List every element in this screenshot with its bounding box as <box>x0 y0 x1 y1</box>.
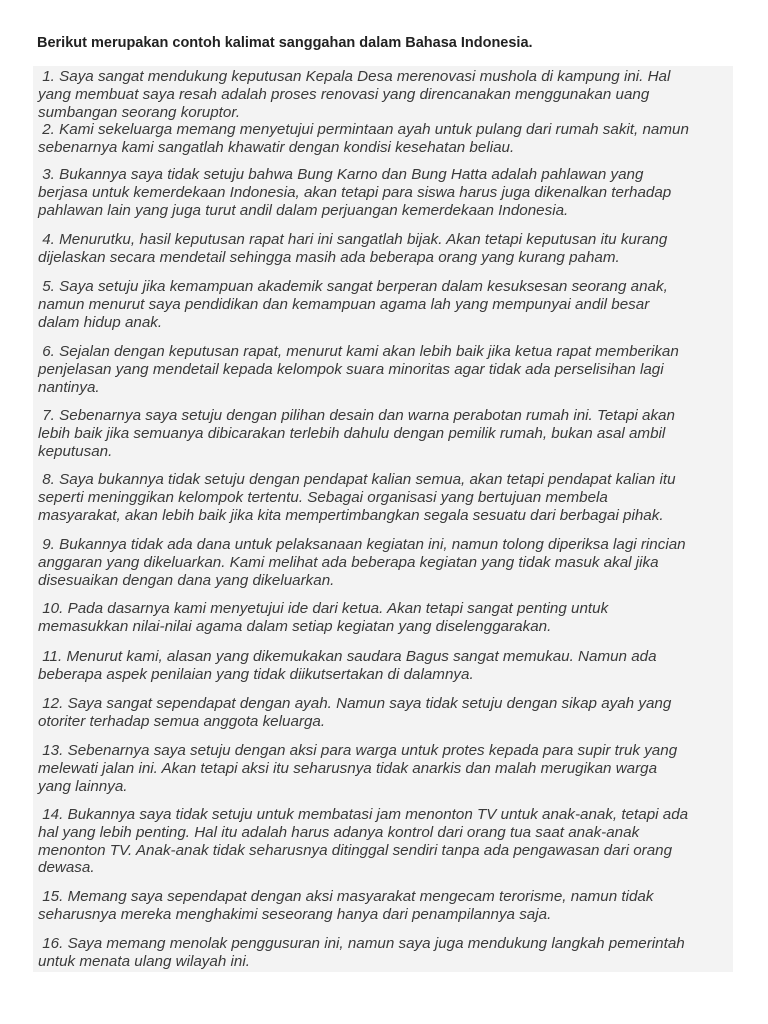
sentence-item-11: 11. Menurut kami, alasan yang dikemukakan saudara Bagus sangat memukau. Namun ada beberapa aspek penilaian yang tidak diikutsertakan di dalamnya. <box>38 648 657 683</box>
sentence-item-13: 13. Sebenarnya saya setuju dengan aksi para warga untuk protes kepada para supir truk yang melewati jalan ini. Akan tetapi aksi itu seharusnya tidak anarkis dan malah merugikan warga yang lainnya. <box>38 742 678 795</box>
sentence-item-2: 2. Kami sekeluarga memang menyetujui permintaan ayah untuk pulang dari rumah sakit, namun sebenarnya kami sangatlah khawatir dengan kondisi kesehatan beliau. <box>38 121 689 156</box>
sentence-item-7: 7. Sebenarnya saya setuju dengan pilihan desain dan warna perabotan rumah ini. Tetapi akan lebih baik jika semuanya dibicarakan terlebih dahulu dengan pemilik rumah, bukan asal ambil keputusan. <box>38 407 675 460</box>
sentence-item-8: 8. Saya bukannya tidak setuju dengan pendapat kalian semua, akan tetapi pendapat kalian itu seperti meninggikan kelompok tertentu. Sebagai organisasi yang bertujuan membela masyarakat, akan lebih baik jika kita mempertimbangkan segala sesuatu dari berbagai pihak. <box>38 471 676 524</box>
sentence-item-6: 6. Sejalan dengan keputusan rapat, menurut kami akan lebih baik jika ketua rapat memberikan penjelasan yang mendetail kepada kelompok suara minoritas agar tidak ada perselisihan lagi nantinya. <box>38 343 679 396</box>
sentence-item-5: 5. Saya setuju jika kemampuan akademik sangat berperan dalam kesuksesan seorang anak, namun menurut saya pendidikan dan kemampuan agama lah yang mempunyai andil besar dalam hidup anak. <box>38 278 668 331</box>
sentence-item-14: 14. Bukannya saya tidak setuju untuk membatasi jam menonton TV untuk anak-anak, tetapi ada hal yang lebih penting. Hal itu adalah harus adanya kontrol dari orang tua saat anak-anak menonton TV. Anak-anak tidak seharusnya ditinggal sendiri tanpa ada pengawasan dari orang dewasa. <box>38 806 689 877</box>
sentence-item-15: 15. Memang saya sependapat dengan aksi masyarakat mengecam terorisme, namun tidak seharusnya mereka menghakimi seseorang hanya dari penampilannya saja. <box>38 888 654 923</box>
sentence-item-4: 4. Menurutku, hasil keputusan rapat hari ini sangatlah bijak. Akan tetapi keputusan itu kurang dijelaskan secara mendetail sehingga masih ada beberapa orang yang kurang paham. <box>38 231 668 266</box>
sentence-item-1: 1. Saya sangat mendukung keputusan Kepala Desa merenovasi mushola di kampung ini. Hal yang membuat saya resah adalah proses renovasi yang direncanakan menggunakan uang sumbangan seorang koruptor. <box>38 68 671 121</box>
document-title: Berikut merupakan contoh kalimat sanggahan dalam Bahasa Indonesia. <box>37 35 533 51</box>
sentence-item-12: 12. Saya sangat sependapat dengan ayah. Namun saya tidak setuju dengan sikap ayah yang otoriter terhadap semua anggota keluarga. <box>38 695 672 730</box>
sentence-item-10: 10. Pada dasarnya kami menyetujui ide dari ketua. Akan tetapi sangat penting untuk memasukkan nilai-nilai agama dalam setiap kegiatan yang diselenggarakan. <box>38 600 609 635</box>
sentence-item-16: 16. Saya memang menolak penggusuran ini, namun saya juga mendukung langkah pemerintah untuk menata ulang wilayah ini. <box>38 935 685 970</box>
sentence-item-9: 9. Bukannya tidak ada dana untuk pelaksanaan kegiatan ini, namun tolong diperiksa lagi rincian anggaran yang dikeluarkan. Kami melihat ada beberapa kegiatan yang tidak masuk akal jika disesuaikan dengan dana yang dikeluarkan. <box>38 536 686 589</box>
sentence-item-3: 3. Bukannya saya tidak setuju bahwa Bung Karno dan Bung Hatta adalah pahlawan yang berjasa untuk kemerdekaan Indonesia, akan tetapi para siswa harus juga dikenalkan terhadap pahlawan lain yang juga turut andil dalam perjuangan kemerdekaan Indonesia. <box>38 166 672 219</box>
sentence-list-panel <box>33 66 733 972</box>
